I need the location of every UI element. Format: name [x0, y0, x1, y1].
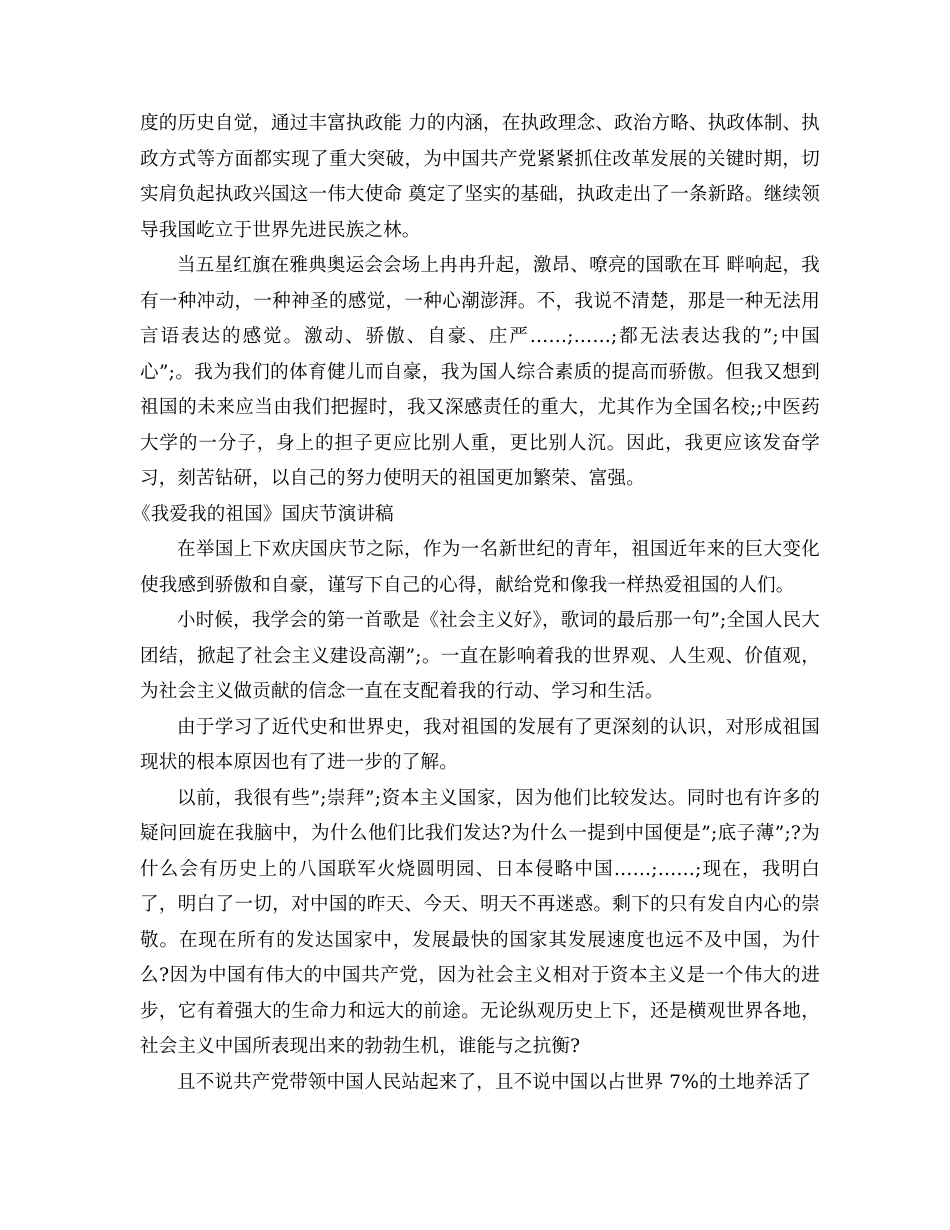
paragraph-2: 当五星红旗在雅典奥运会会场上冉冉升起，激昂、嘹亮的国歌在耳 畔响起，我有一种冲动，一种神圣的感觉，一种心潮澎湃。不，我说不清楚，那是一种无法用言语表达的感觉。激动、骄傲、自豪、庄严……;……;都无法表达我的”;中国心”;。我为我们的体育健儿而自豪，我为国人综合素质的提高而骄傲。但我又想到祖国的未来应当由我们把握时，我又深感责任的重大，尤其作为全国名校;;中医药大学的一分子，身上的担子更应比别人重，更比别人沉。因此，我更应该发奋学习，刻苦钻研，以自己的努力使明天的祖国更加繁荣、富强。 [140, 255, 821, 489]
speech-title: 《我爱我的祖国》国庆节演讲稿 [132, 503, 394, 525]
paragraph-7: 且不说共产党带领中国人民站起来了，且不说中国以占世界 7%的土地养活了 [177, 1071, 812, 1093]
paragraph-4: 小时候，我学会的第一首歌是《社会主义好》，歌词的最后那一句”;全国人民大团结，掀起了社会主义建设高潮”;。一直在影响着我的世界观、人生观、价值观，为社会主义做贡献的信念一直在支配着我的行动、学习和生活。 [140, 610, 820, 702]
paragraph-5: 由于学习了近代史和世界史，我对祖国的发展有了更深刻的认识，对形成祖国现状的根本原因也有了进一步的了解。 [140, 716, 820, 773]
paragraph-6: 以前，我很有些”;崇拜”;资本主义国家，因为他们比较发达。同时也有许多的疑问回旋在我脑中，为什么他们比我们发达?为什么一提到中国便是”;底子薄”;?为什么会有历史上的八国联军火烧圆明园、日本侵略中国……;……;现在，我明白了，明白了一切，对中国的昨天、今天、明天不再迷惑。剩下的只有发自内心的崇敬。在现在所有的发达国家中，发展最快的国家其发展速度也远不及中国，为什么?因为中国有伟大的中国共产党，因为社会主义相对于资本主义是一个伟大的进步，它有着强大的生命力和远大的前途。无论纵观历史上下，还是横观世界各地，社会主义中国所表现出来的勃勃生机，谁能与之抗衡? [140, 787, 820, 1057]
document-page [132, 106, 821, 1100]
paragraph-1: 度的历史自觉，通过丰富执政能 力的内涵，在执政理念、政治方略、执政体制、执政方式等方面都实现了重大突破，为中国共产党紧紧抓住改革发展的关键时期，切实肩负起执政兴国这一伟大使命 奠定了坚实的基础，执政走出了一条新路。继续领导我国屹立于世界先进民族之林。 [140, 113, 820, 241]
paragraph-3: 在举国上下欢庆国庆节之际，作为一名新世纪的青年，祖国近年来的巨大变化使我感到骄傲和自豪，谨写下自己的心得，献给党和像我一样热爱祖国的人们。 [140, 539, 820, 596]
